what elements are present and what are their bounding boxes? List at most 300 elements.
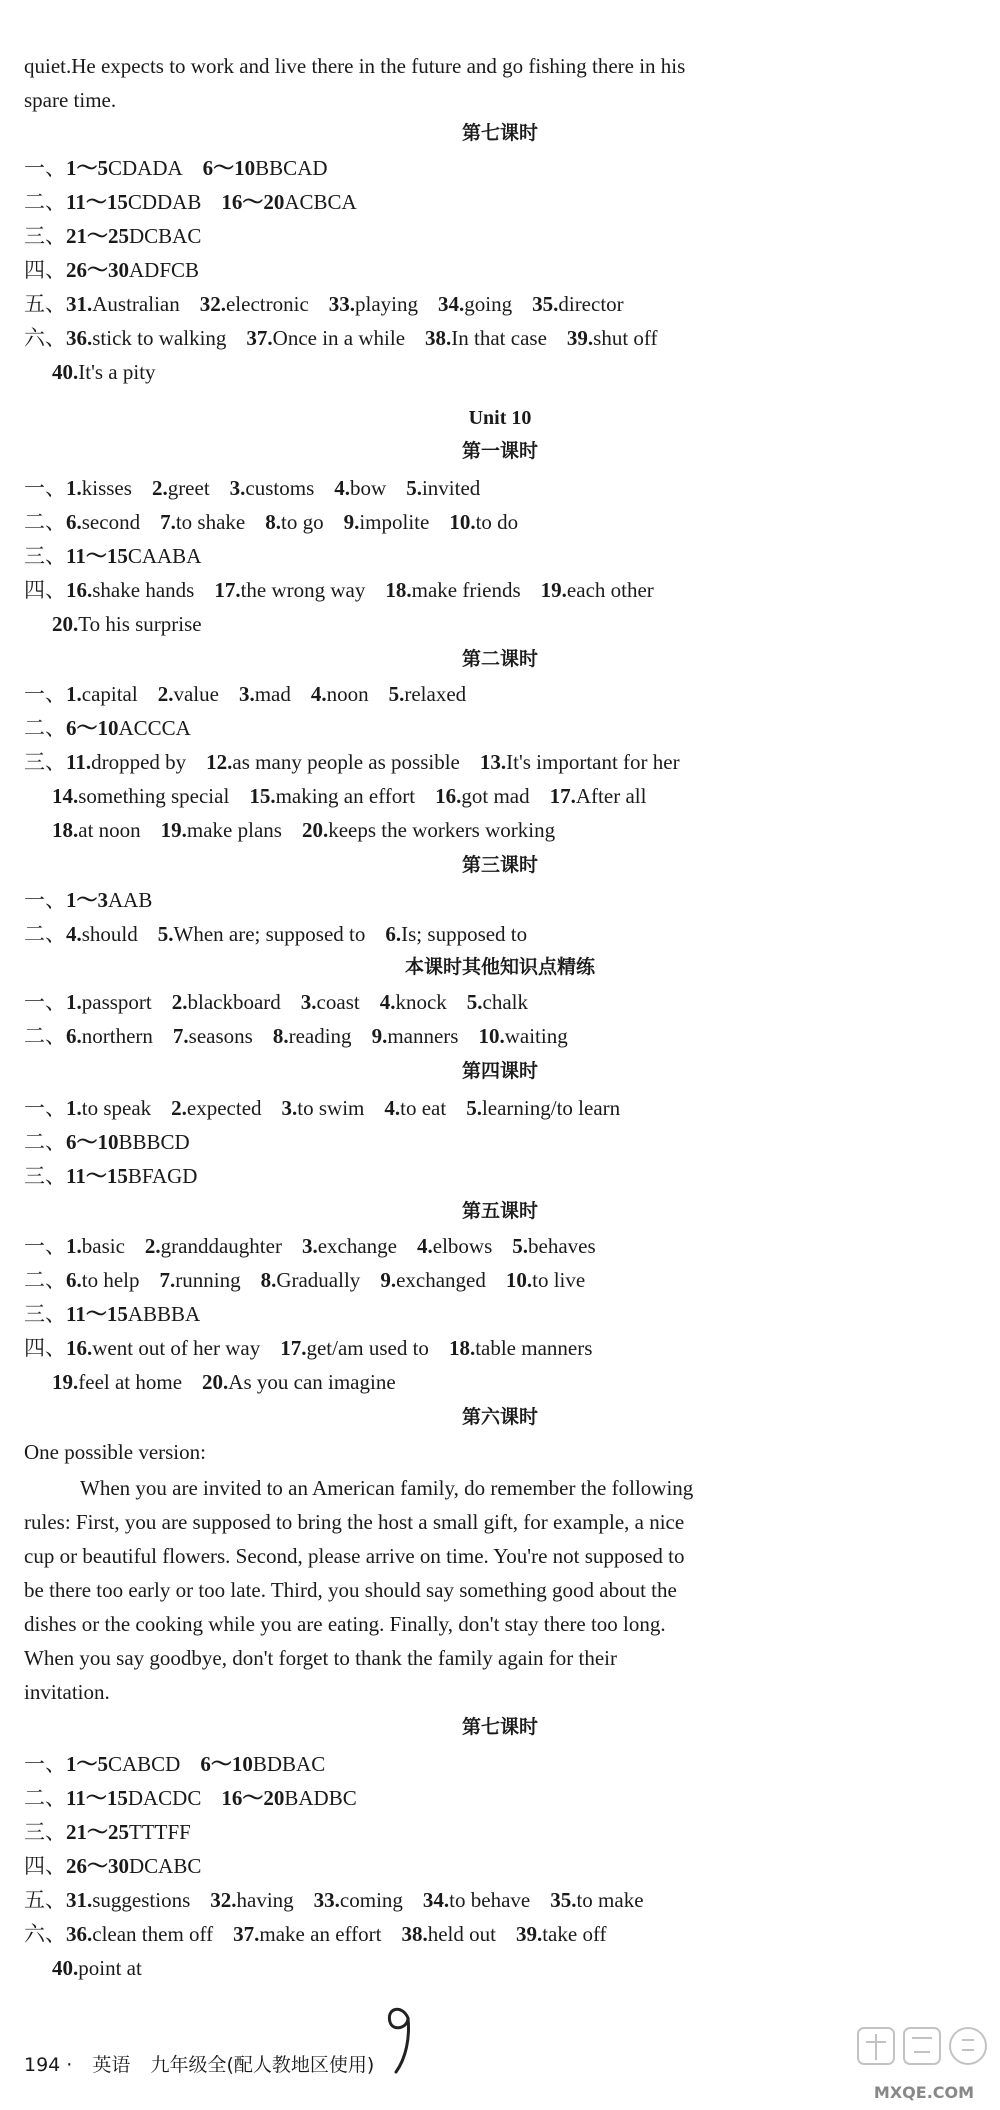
- answer-item: [66, 546, 201, 567]
- answer-item: [550, 1890, 643, 1911]
- section-number: 三、: [24, 224, 66, 248]
- question-number: 6.: [66, 1268, 82, 1292]
- question-number: 1～5: [66, 1752, 108, 1776]
- answer-item: [173, 1026, 253, 1047]
- section-number: 二、: [24, 716, 66, 740]
- answer-item: [438, 294, 512, 315]
- answer-text: As you can imagine: [228, 1370, 396, 1394]
- answer-item: [221, 1788, 356, 1809]
- answer-text: making an effort: [275, 784, 416, 808]
- answer-item: [66, 1856, 201, 1877]
- section-number: 二、: [24, 510, 66, 534]
- answer-text: coming: [339, 1888, 403, 1912]
- answer-item: [425, 328, 547, 349]
- answer-text: granddaughter: [160, 1234, 282, 1258]
- answer-text: get/am used to: [306, 1336, 429, 1360]
- answer-item: [66, 478, 132, 499]
- answer-text: northern: [81, 1024, 153, 1048]
- answer-text: In that case: [451, 326, 547, 350]
- page-footer: [24, 2050, 388, 2077]
- question-number: 4.: [310, 682, 327, 706]
- section-heading: Unit 10: [468, 407, 532, 429]
- answer-item: [66, 1236, 125, 1257]
- answer-item: [66, 1270, 140, 1291]
- question-number: 7.: [159, 1268, 176, 1292]
- answer-line: [24, 260, 870, 281]
- answer-item: [249, 786, 415, 807]
- section-number: 四、: [24, 1854, 66, 1878]
- question-number: 5.: [512, 1234, 528, 1258]
- answer-line: [24, 1338, 870, 1359]
- answer-item: [66, 1166, 197, 1187]
- question-number: 2.: [171, 990, 188, 1014]
- answer-item: [66, 1026, 153, 1047]
- question-number: 3.: [229, 476, 246, 500]
- paragraph-line: When you are invited to an American family, do remember the following: [80, 1476, 694, 1500]
- paragraph-line: cup or beautiful flowers. Second, please arrive on time. You're not supposed to: [24, 1544, 685, 1568]
- answer-item: [435, 786, 530, 807]
- question-number: 17.: [214, 578, 241, 602]
- answer-text: clean them off: [92, 1922, 214, 1946]
- answer-text: capital: [81, 682, 138, 706]
- answer-line: [24, 1236, 870, 1257]
- answer-text: CABCD: [108, 1752, 181, 1776]
- answer-text: passport: [81, 990, 152, 1014]
- question-number: 4.: [66, 922, 82, 946]
- answer-text: basic: [81, 1234, 125, 1258]
- question-number: 32.: [210, 1888, 237, 1912]
- question-number: 1～5: [66, 156, 108, 180]
- subject-label: 英语: [92, 2054, 131, 2076]
- question-number: 6～10: [202, 156, 256, 180]
- answer-item: [314, 1890, 403, 1911]
- answer-text: To his surprise: [78, 612, 202, 636]
- answer-text: greet: [167, 476, 210, 500]
- section-heading: 第六课时: [461, 1406, 538, 1428]
- answer-text: at noon: [78, 818, 141, 842]
- answer-line: [24, 294, 870, 315]
- answer-item: [160, 1270, 241, 1291]
- answer-item: [66, 226, 201, 247]
- answer-text: customs: [245, 476, 315, 500]
- question-number: 31.: [66, 1888, 93, 1912]
- answer-item: [380, 992, 447, 1013]
- answer-text: coast: [316, 990, 360, 1014]
- section-heading: 第五课时: [461, 1200, 538, 1222]
- section-number: 六、: [24, 1922, 66, 1946]
- answer-text: to live: [532, 1268, 586, 1292]
- answer-item: [302, 1236, 397, 1257]
- question-number: 6.: [385, 922, 402, 946]
- section-number: 二、: [24, 1786, 66, 1810]
- answer-item: [66, 512, 140, 533]
- question-number: 16.: [435, 784, 462, 808]
- answer-item: [66, 684, 138, 705]
- question-number: 8.: [260, 1268, 277, 1292]
- answer-line: [24, 1026, 870, 1047]
- answer-text: elbows: [432, 1234, 493, 1258]
- section-heading: 第七课时: [461, 1716, 538, 1738]
- answer-text: AAB: [108, 888, 153, 912]
- answer-line: [52, 1372, 870, 1393]
- answer-item: [52, 820, 141, 841]
- question-number: 7.: [160, 510, 176, 534]
- answer-text: shut off: [593, 326, 658, 350]
- answer-line: [24, 1132, 870, 1153]
- answer-text: running: [175, 1268, 241, 1292]
- answer-item: [66, 1098, 151, 1119]
- answer-line: [24, 1304, 870, 1325]
- answer-line: [24, 1754, 870, 1775]
- section-number: 三、: [24, 750, 66, 774]
- question-number: 16.: [66, 1336, 93, 1360]
- answer-line: [24, 192, 870, 213]
- answer-text: When are; supposed to: [173, 922, 366, 946]
- answer-line: [24, 328, 870, 349]
- answer-line: [24, 226, 870, 247]
- answer-item: [171, 1098, 261, 1119]
- answer-text: waiting: [504, 1024, 568, 1048]
- question-number: 1.: [66, 1234, 82, 1258]
- answer-item: [66, 992, 152, 1013]
- section-heading: 第三课时: [461, 854, 538, 876]
- answer-item: [66, 192, 201, 213]
- answer-item: [541, 580, 654, 601]
- answer-item: [449, 1338, 592, 1359]
- question-number: 9.: [371, 1024, 388, 1048]
- section-number: 二、: [24, 1024, 66, 1048]
- question-number: 20.: [202, 1370, 229, 1394]
- section-number: 三、: [24, 1302, 66, 1326]
- question-number: 11.: [66, 750, 92, 774]
- question-number: 39.: [515, 1922, 543, 1946]
- question-number: 31.: [66, 292, 93, 316]
- answer-item: [66, 1754, 180, 1775]
- answer-text: DCABC: [129, 1854, 202, 1878]
- answer-text: BFAGD: [127, 1164, 198, 1188]
- question-number: 3.: [301, 1234, 318, 1258]
- question-number: 17.: [549, 784, 576, 808]
- answer-item: [161, 820, 282, 841]
- answer-text: to eat: [400, 1096, 447, 1120]
- section-number: 一、: [24, 990, 66, 1014]
- section-heading: 本课时其他知识点精练: [404, 956, 595, 978]
- answer-text: bow: [350, 476, 387, 500]
- answer-item: [145, 1236, 282, 1257]
- question-number: 39.: [566, 326, 594, 350]
- section-number: 一、: [24, 1234, 66, 1258]
- answer-text: BBBCD: [118, 1130, 190, 1154]
- section-heading: 第七课时: [461, 122, 538, 144]
- question-number: 16～20: [221, 1786, 285, 1810]
- answer-item: [467, 992, 528, 1013]
- answer-text: to go: [280, 510, 324, 534]
- section-number: 二、: [24, 1130, 66, 1154]
- answer-item: [282, 1098, 365, 1119]
- section-number: 一、: [24, 682, 66, 706]
- answer-item: [172, 992, 281, 1013]
- answer-text: impolite: [359, 510, 430, 534]
- answer-text: make plans: [186, 818, 282, 842]
- answer-item: [532, 294, 624, 315]
- answer-text: value: [173, 682, 219, 706]
- question-number: 20.: [301, 818, 329, 842]
- answer-text: feel at home: [78, 1370, 183, 1394]
- answer-item: [516, 1924, 607, 1945]
- answer-text: make friends: [411, 578, 521, 602]
- question-number: 18.: [385, 578, 412, 602]
- question-number: 8.: [272, 1024, 289, 1048]
- question-number: 6～10: [66, 716, 119, 740]
- answer-item: [66, 1788, 201, 1809]
- answer-line: [24, 1788, 870, 1809]
- answer-item: [372, 1026, 459, 1047]
- question-number: 37.: [246, 326, 273, 350]
- answer-item: [385, 580, 520, 601]
- answer-item: [246, 328, 405, 349]
- answer-item: [265, 512, 323, 533]
- question-number: 9.: [343, 510, 360, 534]
- answer-text: got mad: [461, 784, 530, 808]
- question-number: 11～15: [66, 1164, 128, 1188]
- answer-text: held out: [427, 1922, 496, 1946]
- paragraph-line: dishes or the cooking while you are eating. Finally, don't stay there too long.: [24, 1612, 666, 1636]
- question-number: 5.: [466, 990, 483, 1014]
- answer-item: [506, 1270, 585, 1291]
- answer-text: knock: [395, 990, 447, 1014]
- section-heading: 第四课时: [461, 1060, 538, 1082]
- answer-item: [152, 478, 210, 499]
- section-number: 二、: [24, 1268, 66, 1292]
- question-number: 26～30: [66, 258, 129, 282]
- page-number: 194 ·: [24, 2054, 73, 2076]
- question-number: 38.: [401, 1922, 428, 1946]
- answer-item: [344, 512, 430, 533]
- answer-line: [24, 1270, 870, 1291]
- answer-item: [311, 684, 369, 705]
- question-number: 11～15: [66, 190, 128, 214]
- answer-text: went out of her way: [92, 1336, 261, 1360]
- answer-text: take off: [542, 1922, 607, 1946]
- answer-line: [24, 1098, 870, 1119]
- question-number: 9.: [380, 1268, 397, 1292]
- question-number: 1.: [66, 476, 82, 500]
- paragraph-line: When you say goodbye, don't forget to thank the family again for their: [24, 1646, 617, 1670]
- answer-line: [24, 512, 870, 533]
- answer-item: [280, 1338, 429, 1359]
- question-number: 4.: [417, 1234, 433, 1258]
- answer-text: suggestions: [92, 1888, 191, 1912]
- question-number: 16.: [66, 578, 93, 602]
- answer-text: dropped by: [91, 750, 187, 774]
- question-number: 7.: [172, 1024, 189, 1048]
- answer-item: [401, 1924, 496, 1945]
- answer-item: [66, 752, 186, 773]
- answer-text: shake hands: [92, 578, 195, 602]
- answer-text: invited: [421, 476, 481, 500]
- section-number: 四、: [24, 258, 66, 282]
- answer-item: [158, 924, 366, 945]
- answer-line: [24, 684, 870, 705]
- answer-text: something special: [78, 784, 230, 808]
- answer-item: [334, 478, 386, 499]
- answer-line: [24, 1890, 870, 1911]
- question-number: 6.: [66, 510, 82, 534]
- answer-text: should: [81, 922, 138, 946]
- question-number: 14.: [52, 784, 79, 808]
- answer-text: point at: [78, 1956, 142, 1980]
- answer-item: [66, 1338, 260, 1359]
- question-number: 1～3: [66, 888, 108, 912]
- question-number: 19.: [540, 578, 567, 602]
- question-number: 40.: [52, 1956, 79, 1980]
- question-number: 10.: [478, 1024, 505, 1048]
- answer-item: [550, 786, 647, 807]
- answer-item: [200, 294, 309, 315]
- answer-line: [24, 992, 870, 1013]
- paragraph-line: rules: First, you are supposed to bring the host a small gift, for example, a nice: [24, 1510, 685, 1534]
- question-number: 26～30: [66, 1854, 129, 1878]
- question-number: 11～15: [66, 544, 128, 568]
- question-number: 10.: [449, 510, 476, 534]
- answer-item: [466, 1098, 620, 1119]
- question-number: 38.: [425, 326, 452, 350]
- answer-text: stick to walking: [92, 326, 227, 350]
- answer-item: [210, 1890, 293, 1911]
- answer-text: DCBAC: [129, 224, 202, 248]
- answer-text: ACBCA: [284, 190, 357, 214]
- section-heading: 第一课时: [461, 440, 538, 462]
- section-number: 一、: [24, 476, 66, 500]
- answer-text: It's a pity: [78, 360, 156, 384]
- question-number: 16～20: [221, 190, 285, 214]
- question-number: 5.: [466, 1096, 482, 1120]
- question-number: 36.: [66, 1922, 93, 1946]
- section-number: 一、: [24, 156, 66, 180]
- question-number: 11～15: [66, 1786, 128, 1810]
- answer-text: After all: [575, 784, 647, 808]
- answer-line: [52, 820, 870, 841]
- section-number: 三、: [24, 1820, 66, 1844]
- answer-text: TTTFF: [129, 1820, 191, 1844]
- question-number: 33.: [313, 1888, 340, 1912]
- answer-text: manners: [387, 1024, 459, 1048]
- answer-line: [52, 786, 870, 807]
- answer-line: [24, 580, 870, 601]
- answer-item: [52, 1372, 182, 1393]
- question-number: 15.: [249, 784, 276, 808]
- answer-line: [24, 1856, 870, 1877]
- svg-text:MXQE.COM: MXQE.COM: [873, 2083, 975, 2102]
- answer-text: behaves: [528, 1234, 596, 1258]
- answer-text: to make: [576, 1888, 644, 1912]
- section-number: 二、: [24, 922, 66, 946]
- answer-item: [66, 890, 152, 911]
- answer-item: [200, 1754, 325, 1775]
- answer-item: [478, 1026, 567, 1047]
- answer-text: to shake: [175, 510, 246, 534]
- answer-text: electronic: [225, 292, 309, 316]
- question-number: 6.: [66, 1024, 82, 1048]
- answer-text: BBCAD: [255, 156, 328, 180]
- section-number: 四、: [24, 1336, 66, 1360]
- answer-text: BADBC: [284, 1786, 357, 1810]
- answer-text: Gradually: [276, 1268, 361, 1292]
- section-number: 二、: [24, 190, 66, 214]
- answer-text: playing: [355, 292, 419, 316]
- answer-item: [512, 1236, 595, 1257]
- answer-item: [406, 478, 480, 499]
- answer-text: seasons: [188, 1024, 253, 1048]
- answer-line: [24, 924, 870, 945]
- section-number: 五、: [24, 1888, 66, 1912]
- answer-line: [24, 718, 870, 739]
- question-number: 2.: [151, 476, 168, 500]
- answer-line: [52, 362, 870, 383]
- answer-item: [380, 1270, 486, 1291]
- question-number: 2.: [171, 1096, 187, 1120]
- question-number: 37.: [233, 1922, 260, 1946]
- question-number: 8.: [265, 510, 281, 534]
- answer-text: each other: [566, 578, 654, 602]
- question-number: 35.: [550, 1888, 577, 1912]
- answer-item: [66, 1924, 213, 1945]
- paragraph-line: quiet.He expects to work and live there in the future and go fishing there in his: [24, 54, 686, 78]
- answer-text: ACCCA: [118, 716, 191, 740]
- answer-item: [66, 1304, 200, 1325]
- answer-text: reading: [288, 1024, 352, 1048]
- section-number: 三、: [24, 544, 66, 568]
- section-number: 六、: [24, 326, 66, 350]
- question-number: 4.: [379, 990, 396, 1014]
- answer-line: [52, 1958, 870, 1979]
- answer-text: DACDC: [127, 1786, 202, 1810]
- question-number: 36.: [66, 326, 93, 350]
- question-number: 1.: [66, 1096, 82, 1120]
- answer-item: [214, 580, 365, 601]
- answer-text: exchange: [317, 1234, 397, 1258]
- answer-item: [66, 328, 226, 349]
- answer-text: BDBAC: [252, 1752, 326, 1776]
- question-number: 33.: [328, 292, 356, 316]
- question-number: 6～10: [66, 1130, 119, 1154]
- answer-text: to do: [475, 510, 519, 534]
- question-number: 2.: [157, 682, 174, 706]
- answer-text: to help: [81, 1268, 140, 1292]
- answer-item: [221, 192, 356, 213]
- answer-item: [158, 684, 219, 705]
- question-number: 4.: [334, 476, 351, 500]
- question-number: 5.: [388, 682, 405, 706]
- question-number: 34.: [422, 1888, 450, 1912]
- answer-text: the wrong way: [240, 578, 366, 602]
- answer-text: learning/to learn: [481, 1096, 621, 1120]
- section-number: 一、: [24, 1096, 66, 1120]
- answer-item: [329, 294, 418, 315]
- answer-text: kisses: [81, 476, 132, 500]
- section-number: 四、: [24, 578, 66, 602]
- question-number: 1.: [66, 990, 82, 1014]
- answer-text: going: [464, 292, 513, 316]
- question-number: 34.: [438, 292, 465, 316]
- question-number: 3.: [300, 990, 317, 1014]
- answer-item: [480, 752, 680, 773]
- answer-item: [66, 260, 199, 281]
- answer-text: to behave: [449, 1888, 531, 1912]
- answer-item: [261, 1270, 361, 1291]
- section-number: 一、: [24, 888, 66, 912]
- answer-item: [52, 362, 156, 383]
